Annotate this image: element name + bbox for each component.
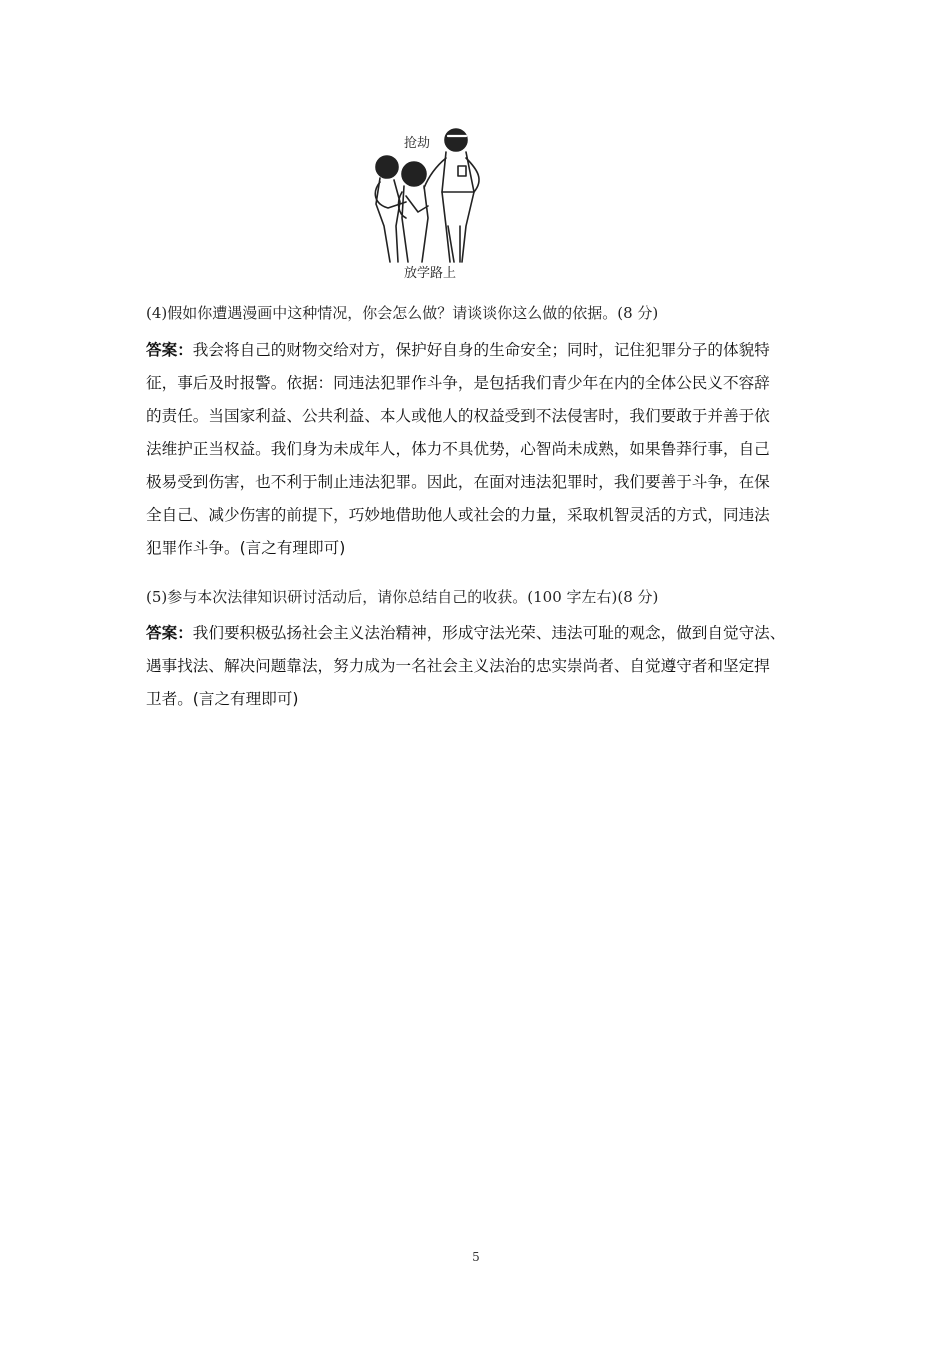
cartoon-title-caption: 抢劫 [404, 136, 431, 151]
cartoon-bottom-caption: 放学路上 [404, 266, 457, 281]
answer-line: 的责任。当国家利益、公共利益、本人或他人的权益受到不法侵害时，我们要敢于并善于依 [146, 407, 770, 425]
answer-label: 答案： [146, 341, 193, 359]
answer-line: 全自己、减少伤害的前提下，巧妙地借助他人或社会的力量，采取机智灵活的方式，同违法 [146, 506, 770, 524]
robbery-cartoon [362, 122, 592, 284]
answer-line: 卫者。(言之有理即可) [146, 690, 299, 708]
answer-text: 我会将自己的财物交给对方，保护好自身的生命安全；同时，记住犯罪分子的体貌特 [192, 341, 770, 359]
question-5: (5)参与本次法律知识研讨活动后，请你总结自己的收获。(100 字左右)(8 分) [146, 588, 659, 606]
question-4: (4)假如你遭遇漫画中这种情况，你会怎么做？请谈谈你这么做的依据。(8 分) [146, 304, 659, 322]
answer-line: 法维护正当权益。我们身为未成年人，体力不具优势，心智尚未成熟，如果鲁莽行事，自己 [146, 440, 770, 458]
answer-line [146, 334, 816, 367]
answer-line: 极易受到伤害，也不利于制止违法犯罪。因此，在面对违法犯罪时，我们要善于斗争，在保 [146, 473, 770, 491]
answer-label: 答案： [146, 624, 193, 642]
answer-line: 遇事找法、解决问题靠法，努力成为一名社会主义法治的忠实崇尚者、自觉遵守者和坚定捍 [146, 657, 770, 675]
answer-4 [146, 334, 816, 565]
page-number: 5 [472, 1250, 480, 1264]
answer-line: 征，事后及时报警。依据：同违法犯罪作斗争，是包括我们青少年在内的全体公民义不容辞 [146, 374, 770, 392]
answer-5 [146, 617, 816, 716]
cartoon-illustration [362, 122, 592, 284]
answer-line: 犯罪作斗争。(言之有理即可) [146, 539, 346, 557]
answer-text: 我们要积极弘扬社会主义法治精神，形成守法光荣、违法可耻的观念，做到自觉守法、 [192, 624, 786, 642]
answer-line [146, 617, 816, 650]
